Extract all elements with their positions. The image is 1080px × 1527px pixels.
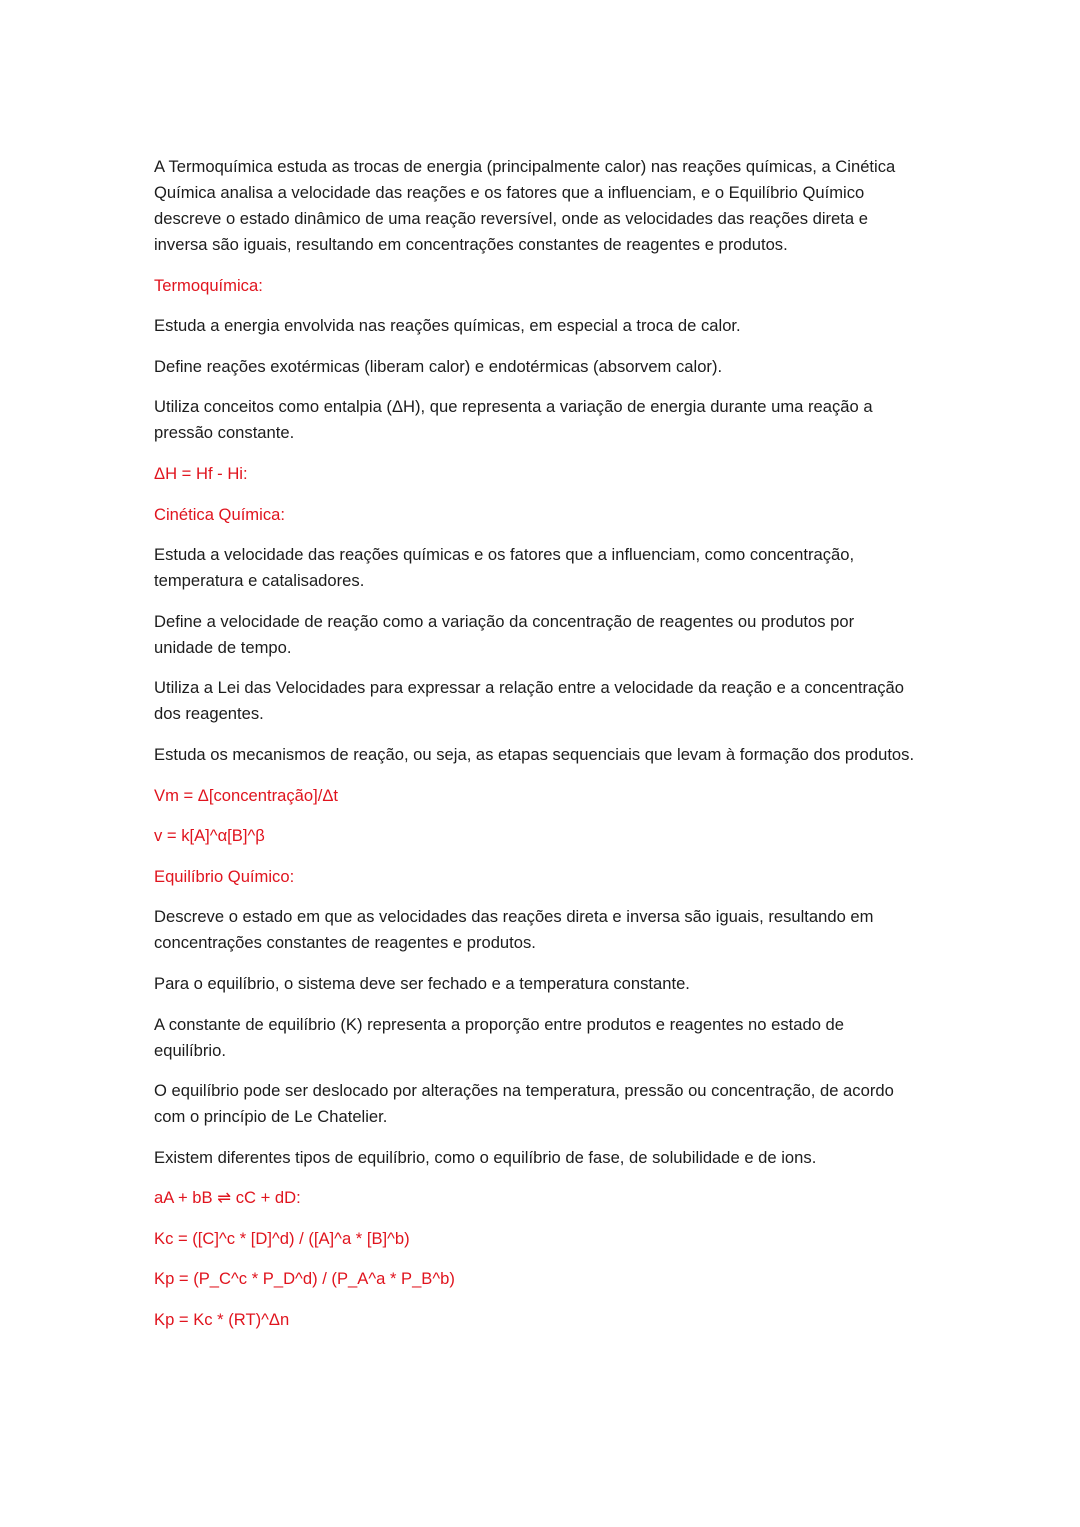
paragraph xyxy=(154,313,1014,339)
text-line: v = k[A]^α[B]^β xyxy=(154,826,265,846)
text-line: Para o equilíbrio, o sistema deve ser fechado e a temperatura constante. xyxy=(154,973,690,993)
text-line: temperatura e catalisadores. xyxy=(154,571,365,591)
text-line: aA + bB ⇌ cC + dD: xyxy=(154,1188,301,1208)
text-line: Estuda os mecanismos de reação, ou seja, as etapas sequenciais que levam à formação dos produtos. xyxy=(154,744,915,764)
text-line: Química analisa a velocidade das reações e os fatores que a influenciam, e o Equilíbrio Químico xyxy=(154,183,865,202)
text-line: Define a velocidade de reação como a variação da concentração de reagentes ou produtos por xyxy=(154,611,855,631)
text-line: Descreve o estado em que as velocidades das reações direta e inversa são iguais, resultando em xyxy=(154,907,874,927)
text-line: Define reações exotérmicas (liberam calor) e endotérmicas (absorvem calor). xyxy=(154,356,723,376)
text-line: concentrações constantes de reagentes e produtos. xyxy=(154,933,536,953)
text-line: com o princípio de Le Chatelier. xyxy=(154,1107,388,1127)
text-line: A Termoquímica estuda as trocas de energia (principalmente calor) nas reações químicas, a Cinética xyxy=(154,157,896,176)
text-line: unidade de tempo. xyxy=(154,637,292,657)
heading-or-formula xyxy=(154,502,1014,528)
document-page xyxy=(154,154,1014,1348)
text-line: Kc = ([C]^c * [D]^d) / ([A]^a * [B]^b) xyxy=(154,1228,410,1248)
text-line: Kp = (P_C^c * P_D^d) / (P_A^a * P_B^b) xyxy=(154,1269,455,1289)
heading-or-formula xyxy=(154,1185,1014,1211)
text-line: Existem diferentes tipos de equilíbrio, como o equilíbrio de fase, de solubilidade e de ions. xyxy=(154,1147,817,1167)
text-line: Utiliza a Lei das Velocidades para expressar a relação entre a velocidade da reação e a concentração xyxy=(154,678,904,698)
heading-or-formula xyxy=(154,864,1014,890)
paragraph xyxy=(154,609,1014,661)
heading-or-formula xyxy=(154,1226,1014,1252)
text-line: ΔH = Hf - Hi: xyxy=(154,463,248,483)
text-line: Cinética Química: xyxy=(154,504,285,524)
text-line: Termoquímica: xyxy=(154,275,263,295)
heading-or-formula xyxy=(154,273,1014,299)
text-line: inversa são iguais, resultando em concentrações constantes de reagentes e produtos. xyxy=(154,235,788,254)
heading-or-formula xyxy=(154,823,1014,849)
heading-or-formula xyxy=(154,461,1014,487)
text-line: equilíbrio. xyxy=(154,1040,226,1060)
text-line: A constante de equilíbrio (K) representa a proporção entre produtos e reagentes no estado de xyxy=(154,1014,845,1034)
paragraph xyxy=(154,542,1014,594)
text-line: Estuda a energia envolvida nas reações químicas, em especial a troca de calor. xyxy=(154,316,741,336)
paragraph xyxy=(154,904,1014,956)
text-line: descreve o estado dinâmico de uma reação reversível, onde as velocidades das reações direta e xyxy=(154,209,868,228)
paragraph xyxy=(154,1012,1014,1064)
paragraph xyxy=(154,1078,1014,1130)
paragraph xyxy=(154,971,1014,997)
paragraph xyxy=(154,742,1014,768)
text-line: Kp = Kc * (RT)^Δn xyxy=(154,1310,290,1330)
text-line: Utiliza conceitos como entalpia (ΔH), que representa a variação de energia durante uma reação a xyxy=(154,397,873,417)
paragraph xyxy=(154,1145,1014,1171)
text-line: Vm = Δ[concentração]/Δt xyxy=(154,785,339,805)
heading-or-formula xyxy=(154,1307,1014,1333)
heading-or-formula xyxy=(154,783,1014,809)
text-line: Estuda a velocidade das reações químicas e os fatores que a influenciam, como concentração, xyxy=(154,545,855,565)
text-line: Equilíbrio Químico: xyxy=(154,866,295,886)
paragraph xyxy=(154,675,1014,727)
heading-or-formula xyxy=(154,1266,1014,1292)
text-line: O equilíbrio pode ser deslocado por alterações na temperatura, pressão ou concentração, de acordo xyxy=(154,1081,894,1101)
paragraph xyxy=(154,394,1014,446)
text-line: dos reagentes. xyxy=(154,704,264,724)
paragraph xyxy=(154,354,1014,380)
paragraph xyxy=(154,154,1014,258)
text-line: pressão constante. xyxy=(154,423,295,443)
